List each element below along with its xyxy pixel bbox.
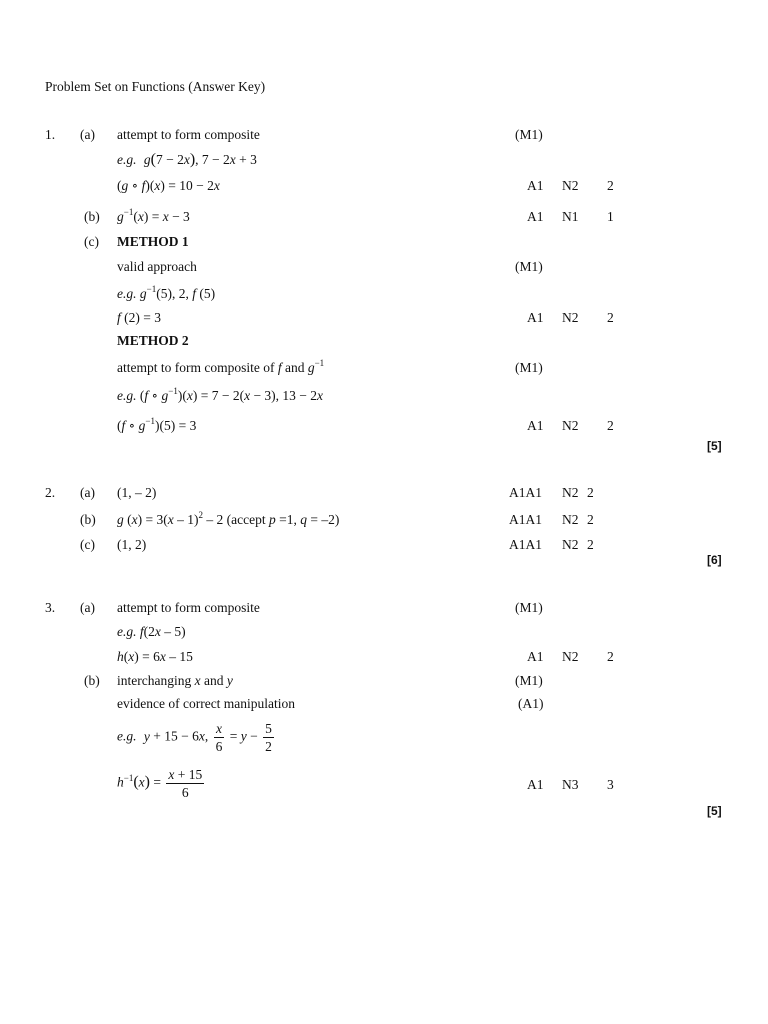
part-label-2c: (c): [80, 537, 95, 552]
part-total: 2: [587, 537, 594, 552]
part-label-2a: (a): [80, 485, 95, 500]
step-text: attempt to form composite: [117, 600, 260, 615]
part-total: 2: [607, 178, 614, 193]
n-mark: N1: [562, 209, 579, 224]
answer-1b: $g^{-1}(x) = x - 3$: [117, 207, 190, 224]
answer-mark: A1A1: [509, 537, 542, 552]
step-text-3b-1: interchanging x and y: [117, 673, 233, 688]
method-heading: METHOD 2: [117, 333, 189, 348]
fraction-5-over-2: $\frac{5}{2}$: [265, 721, 272, 754]
answer-mark: A1A1: [509, 485, 542, 500]
answer-1a: (g ∘ f)(x) = 10 − 2x: [117, 178, 220, 193]
part-label-3b: (b): [84, 673, 100, 688]
part-label-3a: (a): [80, 600, 95, 615]
step-text: evidence of correct manipulation: [117, 696, 296, 711]
question-number: 2.: [45, 485, 56, 500]
part-label-2b: (b): [80, 512, 96, 527]
answer-1c-m2: (f ∘ $g^{-1})(5) = 3$: [117, 416, 197, 433]
part-total: 2: [587, 485, 594, 500]
n-mark: N2: [562, 418, 579, 433]
example-1a: e.g. g(7 − 2x), 7 − 2x + 3: [117, 151, 257, 168]
part-label-1a: (a): [80, 127, 95, 142]
n-mark: N2: [562, 537, 579, 552]
part-label-1b: (b): [84, 209, 100, 224]
answer-3b: $h^{-1}(x)$ = $\frac{x + 15}{6}$: [117, 767, 203, 800]
fraction-inverse: $\frac{x + 15}{6}$: [168, 767, 203, 800]
example-1c-m2: e.g. (f ∘ $g^{-1})(x) = 7 - 2(x - 3)$, 13 − 2x: [117, 386, 324, 403]
method-mark: (M1): [515, 127, 543, 142]
answer-2a: (1, – 2): [117, 485, 157, 500]
answer-mark: A1A1: [509, 512, 542, 527]
part-total: 2: [607, 418, 614, 433]
method-mark: (M1): [515, 259, 543, 274]
answer-3a: h(x) = 6x – 15: [117, 649, 193, 664]
fraction-x-over-6: $\frac{x}{6}$: [215, 721, 223, 754]
part-total: 3: [607, 777, 614, 792]
n-mark: N2: [562, 512, 579, 527]
n-mark: N2: [562, 178, 579, 193]
step-text: attempt to form composite: [117, 127, 260, 142]
n-mark: N2: [562, 485, 579, 500]
answer-mark: A1: [527, 178, 544, 193]
n-mark: N2: [562, 649, 579, 664]
method-mark: (M1): [515, 673, 543, 688]
question-total: [6]: [707, 553, 722, 567]
part-total: 2: [587, 512, 594, 527]
answer-2c: (1, 2): [117, 537, 147, 552]
n-mark: N3: [562, 777, 579, 792]
eg-prefix: e.g.: [117, 624, 137, 639]
answer-2b: g (x) = 3(x – 1)$^2$ – 2 (accept p =1, q = –2): [117, 510, 340, 527]
answer-mark: A1: [527, 418, 544, 433]
document-title: Problem Set on Functions (Answer Key): [45, 79, 266, 94]
part-total: 2: [607, 649, 614, 664]
eg-prefix: e.g.: [117, 728, 137, 744]
answer-mark: A1: [527, 310, 544, 325]
part-label-1c: (c): [84, 234, 99, 249]
step-text-1c-m2: attempt to form composite of f and $g^{-1}$: [117, 358, 325, 375]
step-text: valid approach: [117, 259, 197, 274]
n-mark: N2: [562, 310, 579, 325]
question-total: [5]: [707, 804, 722, 818]
answer-1c-m1: f (2) = 3: [117, 310, 161, 325]
answer-mark: A1: [527, 777, 544, 792]
method-mark: (M1): [515, 600, 543, 615]
example-3a: e.g. f(2x – 5): [117, 624, 186, 639]
eg-prefix: e.g.: [117, 152, 137, 167]
method-heading: METHOD 1: [117, 234, 189, 249]
example-3b: e.g. y + 15 − 6x, $\frac{x}{6}$ = y − $\frac{5}{2}$: [117, 721, 272, 754]
answer-mark: A1: [527, 209, 544, 224]
answer-mark: A1: [527, 649, 544, 664]
question-number: 1.: [45, 127, 56, 142]
eg-prefix: e.g.: [117, 388, 137, 403]
eg-prefix: e.g.: [117, 286, 137, 301]
accuracy-mark: (A1): [518, 696, 544, 711]
question-number: 3.: [45, 600, 56, 615]
part-total: 2: [607, 310, 614, 325]
method-mark: (M1): [515, 360, 543, 375]
question-total: [5]: [707, 439, 722, 453]
part-total: 1: [607, 209, 614, 224]
example-1c-m1: e.g. $g^{-1}(5)$, 2, f (5): [117, 284, 216, 301]
